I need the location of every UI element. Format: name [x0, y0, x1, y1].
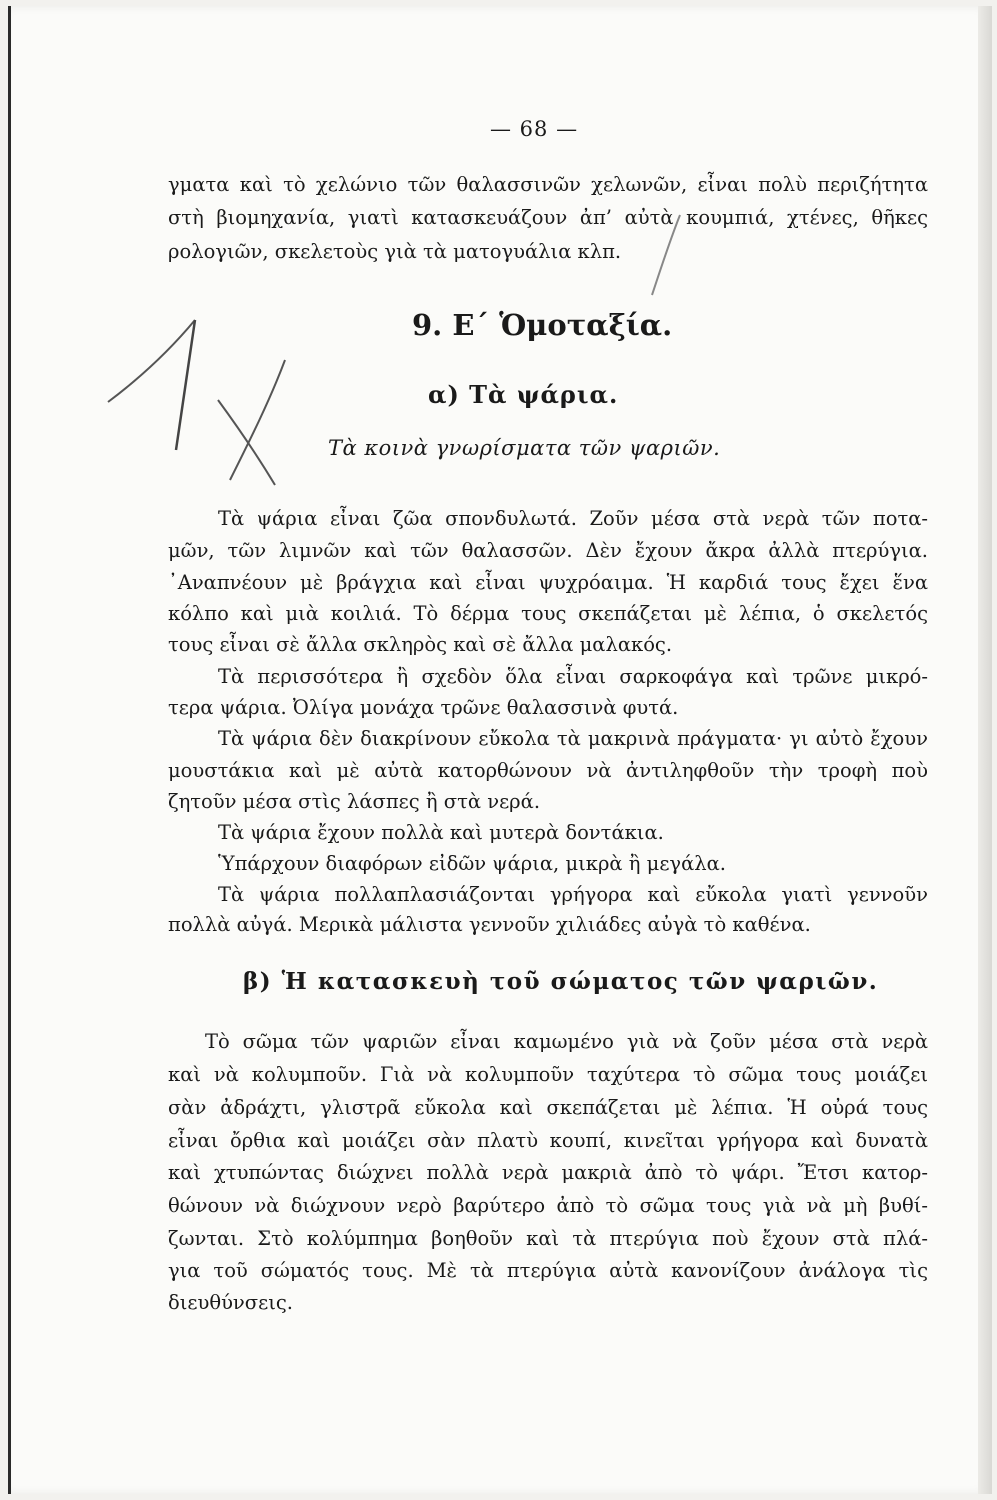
paragraph-line: Ὑπάρχουν διαφόρων εἰδῶν ψάρια, μικρὰ ἢ μεγάλα.: [218, 852, 726, 875]
paragraph-line: κόλπο καὶ μιὰ κοιλιά. Τὸ δέρμα τους σκεπάζεται μὲ λέπια, ὁ σκελετός: [168, 602, 928, 625]
paragraph-line: Τὸ σῶμα τῶν ψαριῶν εἶναι καμωμένο γιὰ νὰ ζοῦν μέσα στὰ νερὰ: [205, 1030, 928, 1053]
paragraph-line: ᾿Αναπνέουν μὲ βράγχια καὶ εἶναι ψυχρόαιμα. Ἡ καρδιά τους ἔχει ἕνα: [168, 571, 928, 594]
paragraph-line: θώνουν νὰ διώχνουν νερὸ βαρύτερο ἀπὸ τὸ σῶμα τους γιὰ νὰ μὴ βυθί-: [168, 1194, 928, 1217]
paragraph-line: διευθύνσεις.: [168, 1291, 293, 1314]
paragraph-line: Τὰ ψάρια ἔχουν πολλὰ καὶ μυτερὰ δοντάκια.: [218, 821, 664, 844]
paragraph-line: ζωνται. Στὸ κολύμπημα βοηθοῦν καὶ τὰ πτερύγια ποὺ ἔχουν στὰ πλά-: [168, 1227, 928, 1250]
section-heading: 9. Ε΄ Ὁμοταξία.: [412, 308, 673, 342]
paragraph-line: Τὰ ψάρια εἶναι ζῶα σπονδυλωτά. Ζοῦν μέσα στὰ νερὰ τῶν ποτα-: [218, 507, 928, 530]
paragraph-line: πολλὰ αὐγά. Μερικὰ μάλιστα γεννοῦν χιλιάδες αὐγὰ τὸ καθένα.: [168, 913, 811, 936]
paragraph-line: μουστάκια καὶ μὲ αὐτὰ κατορθώνουν νὰ ἀντιληφθοῦν τὴν τροφὴ ποὺ: [168, 759, 928, 782]
paragraph-line: ζητοῦν μέσα στὶς λάσπες ἢ στὰ νερά.: [168, 790, 541, 813]
paragraph-line: μῶν, τῶν λιμνῶν καὶ τῶν θαλασσῶν. Δὲν ἔχουν ἄκρα ἀλλὰ πτερύγια.: [168, 539, 928, 562]
handwritten-mark-icon: [100, 280, 300, 490]
page-edge: [978, 6, 992, 1494]
paragraph-line: εἶναι ὄρθια καὶ μοιάζει σὰν πλατὺ κουπί, κινεῖται γρήγορα καὶ δυνατὰ: [168, 1129, 928, 1152]
paragraph-line: για τοῦ σώματός τους. Μὲ τὰ πτερύγια αὐτὰ κανονίζουν ἀνάλογα τὶς: [168, 1259, 928, 1282]
paragraph-line: Τὰ ψάρια πολλαπλασιάζονται γρήγορα καὶ εὔκολα γιατὶ γεννοῦν: [218, 883, 928, 906]
paragraph-line: σὰν ἀδράχτι, γλιστρᾶ εὔκολα καὶ σκεπάζεται μὲ λέπια. Ἡ οὐρά τους: [168, 1096, 928, 1119]
pencil-stroke-icon: [640, 210, 700, 300]
paragraph-line: τερα ψάρια. Ὀλίγα μονάχα τρῶνε θαλασσινὰ φυτά.: [168, 696, 679, 719]
intro-line: ρολογιῶν, σκελετοὺς γιὰ τὰ ματογυάλια κλπ.: [168, 240, 622, 263]
intro-line: γματα καὶ τὸ χελώνιο τῶν θαλασσινῶν χελωνῶν, εἶναι πολὺ περιζήτητα: [168, 173, 928, 196]
paragraph-line: τους εἶναι σὲ ἄλλα σκληρὸς καὶ σὲ ἄλλα μαλακός.: [168, 633, 673, 656]
subheading-b: β) Ἡ κατασκευὴ τοῦ σώματος τῶν ψαριῶν.: [243, 968, 879, 995]
paragraph-line: Τὰ περισσότερα ἢ σχεδὸν ὅλα εἶναι σαρκοφάγα καὶ τρῶνε μικρό-: [218, 665, 928, 688]
subheading-a: α) Τὰ ψάρια.: [428, 380, 619, 409]
paragraph-line: καὶ χτυπώντας διώχνει πολλὰ νερὰ μακριὰ ἀπὸ τὸ ψάρι. Ἔτσι κατορ-: [168, 1161, 928, 1184]
intro-line: στὴ βιομηχανία, γιατὶ κατασκευάζουν ἀπ’ αὐτὰ κουμπιά, χτένες, θῆκες: [168, 206, 928, 229]
page-number: — 68 —: [490, 117, 579, 141]
paragraph-line: καὶ νὰ κολυμποῦν. Γιὰ νὰ κολυμποῦν ταχύτερα τὸ σῶμα τους μοιάζει: [168, 1063, 928, 1086]
paragraph-line: Τὰ ψάρια δὲν διακρίνουν εὔκολα τὰ μακρινὰ πράγματα· γι αὐτὸ ἔχουν: [218, 727, 928, 750]
subheading-italic: Τὰ κοινὰ γνωρίσματα τῶν ψαριῶν.: [328, 436, 721, 460]
